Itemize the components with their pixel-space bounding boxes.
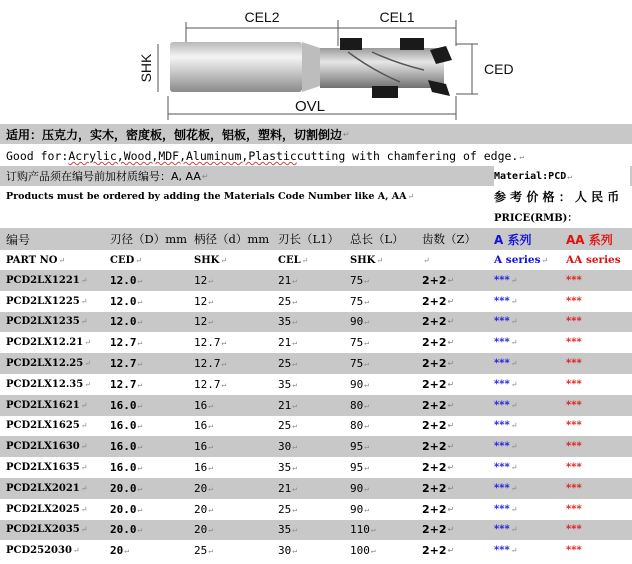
cell-ovl: 90 ↵: [350, 377, 370, 391]
header-part-no-cn: 编号: [6, 232, 31, 247]
cell-teeth: 2+2 ↵: [422, 502, 455, 516]
order-note-cn: 订购产品须在编号前加材质编号：A, AA ↵: [6, 170, 209, 183]
cell-ovl: 80 ↵: [350, 398, 370, 412]
price-en: PRICE(RMB)：: [494, 212, 578, 224]
cell-aa-series-price: ***: [566, 462, 582, 474]
table-row: [0, 291, 632, 312]
cell-aa-series-price: ***: [566, 545, 582, 557]
header-ovl-cn: 总长（L）: [350, 232, 404, 246]
cell-aa-series-price: ***: [566, 316, 582, 328]
cell-cel: 35 ↵: [278, 315, 298, 329]
cell-cel: 25 ↵: [278, 294, 298, 308]
cell-cel: 30 ↵: [278, 544, 298, 558]
cell-ced: 16.0 ↵: [110, 419, 143, 433]
cell-a-series-price: *** ↵: [494, 482, 518, 494]
header-teeth-en: ↵: [423, 255, 430, 265]
cell-ced: 20 ↵: [110, 544, 130, 558]
cell-ced: 20.0 ↵: [110, 481, 143, 495]
cell-part-no: PCD2LX12.21 ↵: [6, 337, 91, 349]
ced-label: CED: [484, 61, 514, 77]
table-row: [0, 353, 632, 374]
cell-shk: 20 ↵: [194, 502, 214, 516]
table-row: [0, 540, 632, 561]
cell-ced: 20.0 ↵: [110, 502, 143, 516]
cell-a-series-price: *** ↵: [494, 274, 518, 286]
cell-aa-series-price: ***: [566, 337, 582, 349]
table-row: [0, 332, 632, 353]
cell-teeth: 2+2 ↵: [422, 440, 455, 454]
cell-a-series-price: *** ↵: [494, 503, 518, 515]
cell-shk: 16 ↵: [194, 419, 214, 433]
cell-ovl: 95 ↵: [350, 461, 370, 475]
cell-ced: 12.7 ↵: [110, 357, 143, 371]
cell-a-series-price: *** ↵: [494, 545, 518, 557]
cell-a-series-price: *** ↵: [494, 399, 518, 411]
cell-ovl: 95 ↵: [350, 440, 370, 454]
header-ced-en: CED ↵: [110, 254, 142, 266]
cell-part-no: PCD2LX12.35 ↵: [6, 378, 91, 390]
cell-part-no: PCD2LX2035 ↵: [6, 524, 88, 536]
cell-a-series-price: *** ↵: [494, 420, 518, 432]
cell-aa-series-price: ***: [566, 274, 582, 286]
cell-cel: 35 ↵: [278, 461, 298, 475]
cell-shk: 12.7 ↵: [194, 377, 227, 391]
cell-part-no: PCD2LX1625 ↵: [6, 420, 88, 432]
cell-ced: 12.0 ↵: [110, 273, 143, 287]
table-header-cn: [0, 228, 632, 250]
order-note-en: Products must be ordered by adding the Materials Code Number like A, AA ↵: [6, 190, 415, 202]
header-cel-cn: 刃长（L1）: [278, 232, 339, 246]
cell-a-series-price: *** ↵: [494, 378, 518, 390]
header-aa-series-cn: AA 系列: [566, 232, 613, 247]
cell-part-no: PCD2LX1225 ↵: [6, 295, 88, 307]
header-ovl-en: SHK ↵: [350, 254, 384, 266]
cell-teeth: 2+2 ↵: [422, 398, 455, 412]
cell-teeth: 2+2 ↵: [422, 377, 455, 391]
order-note-cn-row: [0, 166, 632, 186]
shk-label: SHK: [138, 53, 154, 83]
table-row: [0, 478, 632, 499]
cell-ced: 12.0 ↵: [110, 294, 143, 308]
cell-shk: 16 ↵: [194, 440, 214, 454]
cell-aa-series-price: ***: [566, 524, 582, 536]
cell-cel: 30 ↵: [278, 440, 298, 454]
good-for-row: [0, 146, 632, 166]
order-note-en-row: [0, 186, 632, 228]
cell-ced: 20.0 ↵: [110, 523, 143, 537]
cell-part-no: PCD2LX1621 ↵: [6, 399, 88, 411]
cell-aa-series-price: ***: [566, 441, 582, 453]
table-row: [0, 395, 632, 416]
good-for-text: Good for: Acrylic,Wood,MDF,Aluminum,Plastic cutting with chamfering of edge. ↵: [6, 149, 525, 163]
cell-teeth: 2+2 ↵: [422, 461, 455, 475]
table-row: [0, 374, 632, 395]
cell-shk: 16 ↵: [194, 398, 214, 412]
cell-teeth: 2+2 ↵: [422, 357, 455, 371]
cell-teeth: 2+2 ↵: [422, 419, 455, 433]
header-part-no-en: PART NO ↵: [6, 254, 66, 266]
cell-teeth: 2+2 ↵: [422, 273, 455, 287]
applicable-materials-cn: 适用：压克力，实木，密度板，刨花板，铝板，塑料，切割倒边 ↵: [6, 127, 350, 142]
header-shk-en: SHK ↵: [194, 254, 228, 266]
cell-aa-series-price: ***: [566, 399, 582, 411]
cell-ovl: 100 ↵: [350, 544, 376, 558]
cell-teeth: 2+2 ↵: [422, 481, 455, 495]
cell-cel: 25 ↵: [278, 419, 298, 433]
header-a-series-en: A series ↵: [494, 254, 549, 266]
table-row: [0, 436, 632, 457]
cel1-label: CEL1: [379, 9, 415, 25]
cell-aa-series-price: ***: [566, 358, 582, 370]
cell-a-series-price: *** ↵: [494, 441, 518, 453]
table-header-en: [0, 250, 632, 270]
price-cn: 参 考 价 格 ： 人 民 币: [494, 189, 620, 204]
cell-teeth: 2+2 ↵: [422, 523, 455, 537]
material-label: Material:PCD ↵: [494, 166, 630, 186]
cell-teeth: 2+2 ↵: [422, 544, 455, 558]
cell-cel: 35 ↵: [278, 377, 298, 391]
cell-a-series-price: *** ↵: [494, 524, 518, 536]
cell-a-series-price: *** ↵: [494, 337, 518, 349]
ovl-label: OVL: [294, 98, 326, 115]
header-teeth-cn: 齿数（Z）: [422, 232, 476, 246]
cell-ovl: 90 ↵: [350, 481, 370, 495]
table-row: [0, 270, 632, 291]
cell-ovl: 75 ↵: [350, 336, 370, 350]
cell-teeth: 2+2 ↵: [422, 315, 455, 329]
cell-part-no: PCD2LX1221 ↵: [6, 274, 88, 286]
cell-ced: 16.0 ↵: [110, 461, 143, 475]
cell-teeth: 2+2 ↵: [422, 336, 455, 350]
cell-part-no: PCD2LX2021 ↵: [6, 482, 88, 494]
cell-ovl: 80 ↵: [350, 419, 370, 433]
cell-a-series-price: *** ↵: [494, 462, 518, 474]
table-row: [0, 312, 632, 333]
router-bit-diagram: [0, 0, 632, 122]
cell-cel: 21 ↵: [278, 481, 298, 495]
cell-ovl: 90 ↵: [350, 315, 370, 329]
cell-shk: 25 ↵: [194, 544, 214, 558]
cell-aa-series-price: ***: [566, 482, 582, 494]
table-row: [0, 457, 632, 478]
cell-cel: 21 ↵: [278, 336, 298, 350]
header-a-series-cn: A 系列: [494, 232, 532, 247]
cell-cel: 25 ↵: [278, 502, 298, 516]
cell-shk: 20 ↵: [194, 481, 214, 495]
cell-ovl: 75 ↵: [350, 357, 370, 371]
cell-aa-series-price: ***: [566, 503, 582, 515]
cell-part-no: PCD252030 ↵: [6, 545, 80, 557]
table-row: [0, 499, 632, 520]
cell-aa-series-price: ***: [566, 378, 582, 390]
cell-a-series-price: *** ↵: [494, 295, 518, 307]
cell-shk: 12.7 ↵: [194, 357, 227, 371]
cell-a-series-price: *** ↵: [494, 316, 518, 328]
cell-shk: 12 ↵: [194, 315, 214, 329]
cell-cel: 21 ↵: [278, 398, 298, 412]
cell-shk: 12 ↵: [194, 273, 214, 287]
cell-shk: 20 ↵: [194, 523, 214, 537]
cell-a-series-price: *** ↵: [494, 358, 518, 370]
header-ced-cn: 刃径（D）mm: [110, 232, 188, 246]
cell-ced: 12.7 ↵: [110, 377, 143, 391]
cell-part-no: PCD2LX2025 ↵: [6, 503, 88, 515]
cell-teeth: 2+2 ↵: [422, 294, 455, 308]
cell-cel: 21 ↵: [278, 273, 298, 287]
table-row: [0, 416, 632, 437]
applicable-materials-row: [0, 124, 632, 144]
table-row: [0, 520, 632, 541]
cell-shk: 16 ↵: [194, 461, 214, 475]
cell-shk: 12 ↵: [194, 294, 214, 308]
cell-part-no: PCD2LX1630 ↵: [6, 441, 88, 453]
header-aa-series-en: AA series: [566, 254, 621, 266]
cell-ovl: 75 ↵: [350, 294, 370, 308]
cell-part-no: PCD2LX1235 ↵: [6, 316, 88, 328]
cell-shk: 12.7 ↵: [194, 336, 227, 350]
cell-ovl: 75 ↵: [350, 273, 370, 287]
cell-cel: 25 ↵: [278, 357, 298, 371]
cell-ced: 16.0 ↵: [110, 440, 143, 454]
cell-ced: 12.7 ↵: [110, 336, 143, 350]
cell-part-no: PCD2LX12.25 ↵: [6, 358, 91, 370]
cell-ced: 12.0 ↵: [110, 315, 143, 329]
header-cel-en: CEL ↵: [278, 254, 309, 266]
cell-ced: 16.0 ↵: [110, 398, 143, 412]
cell-cel: 35 ↵: [278, 523, 298, 537]
cell-ovl: 110 ↵: [350, 523, 376, 537]
header-shk-cn: 柄径（d）mm: [194, 232, 270, 246]
cell-aa-series-price: ***: [566, 295, 582, 307]
cell-ovl: 90 ↵: [350, 502, 370, 516]
cel2-label: CEL2: [244, 9, 280, 25]
cell-part-no: PCD2LX1635 ↵: [6, 462, 88, 474]
cell-aa-series-price: ***: [566, 420, 582, 432]
